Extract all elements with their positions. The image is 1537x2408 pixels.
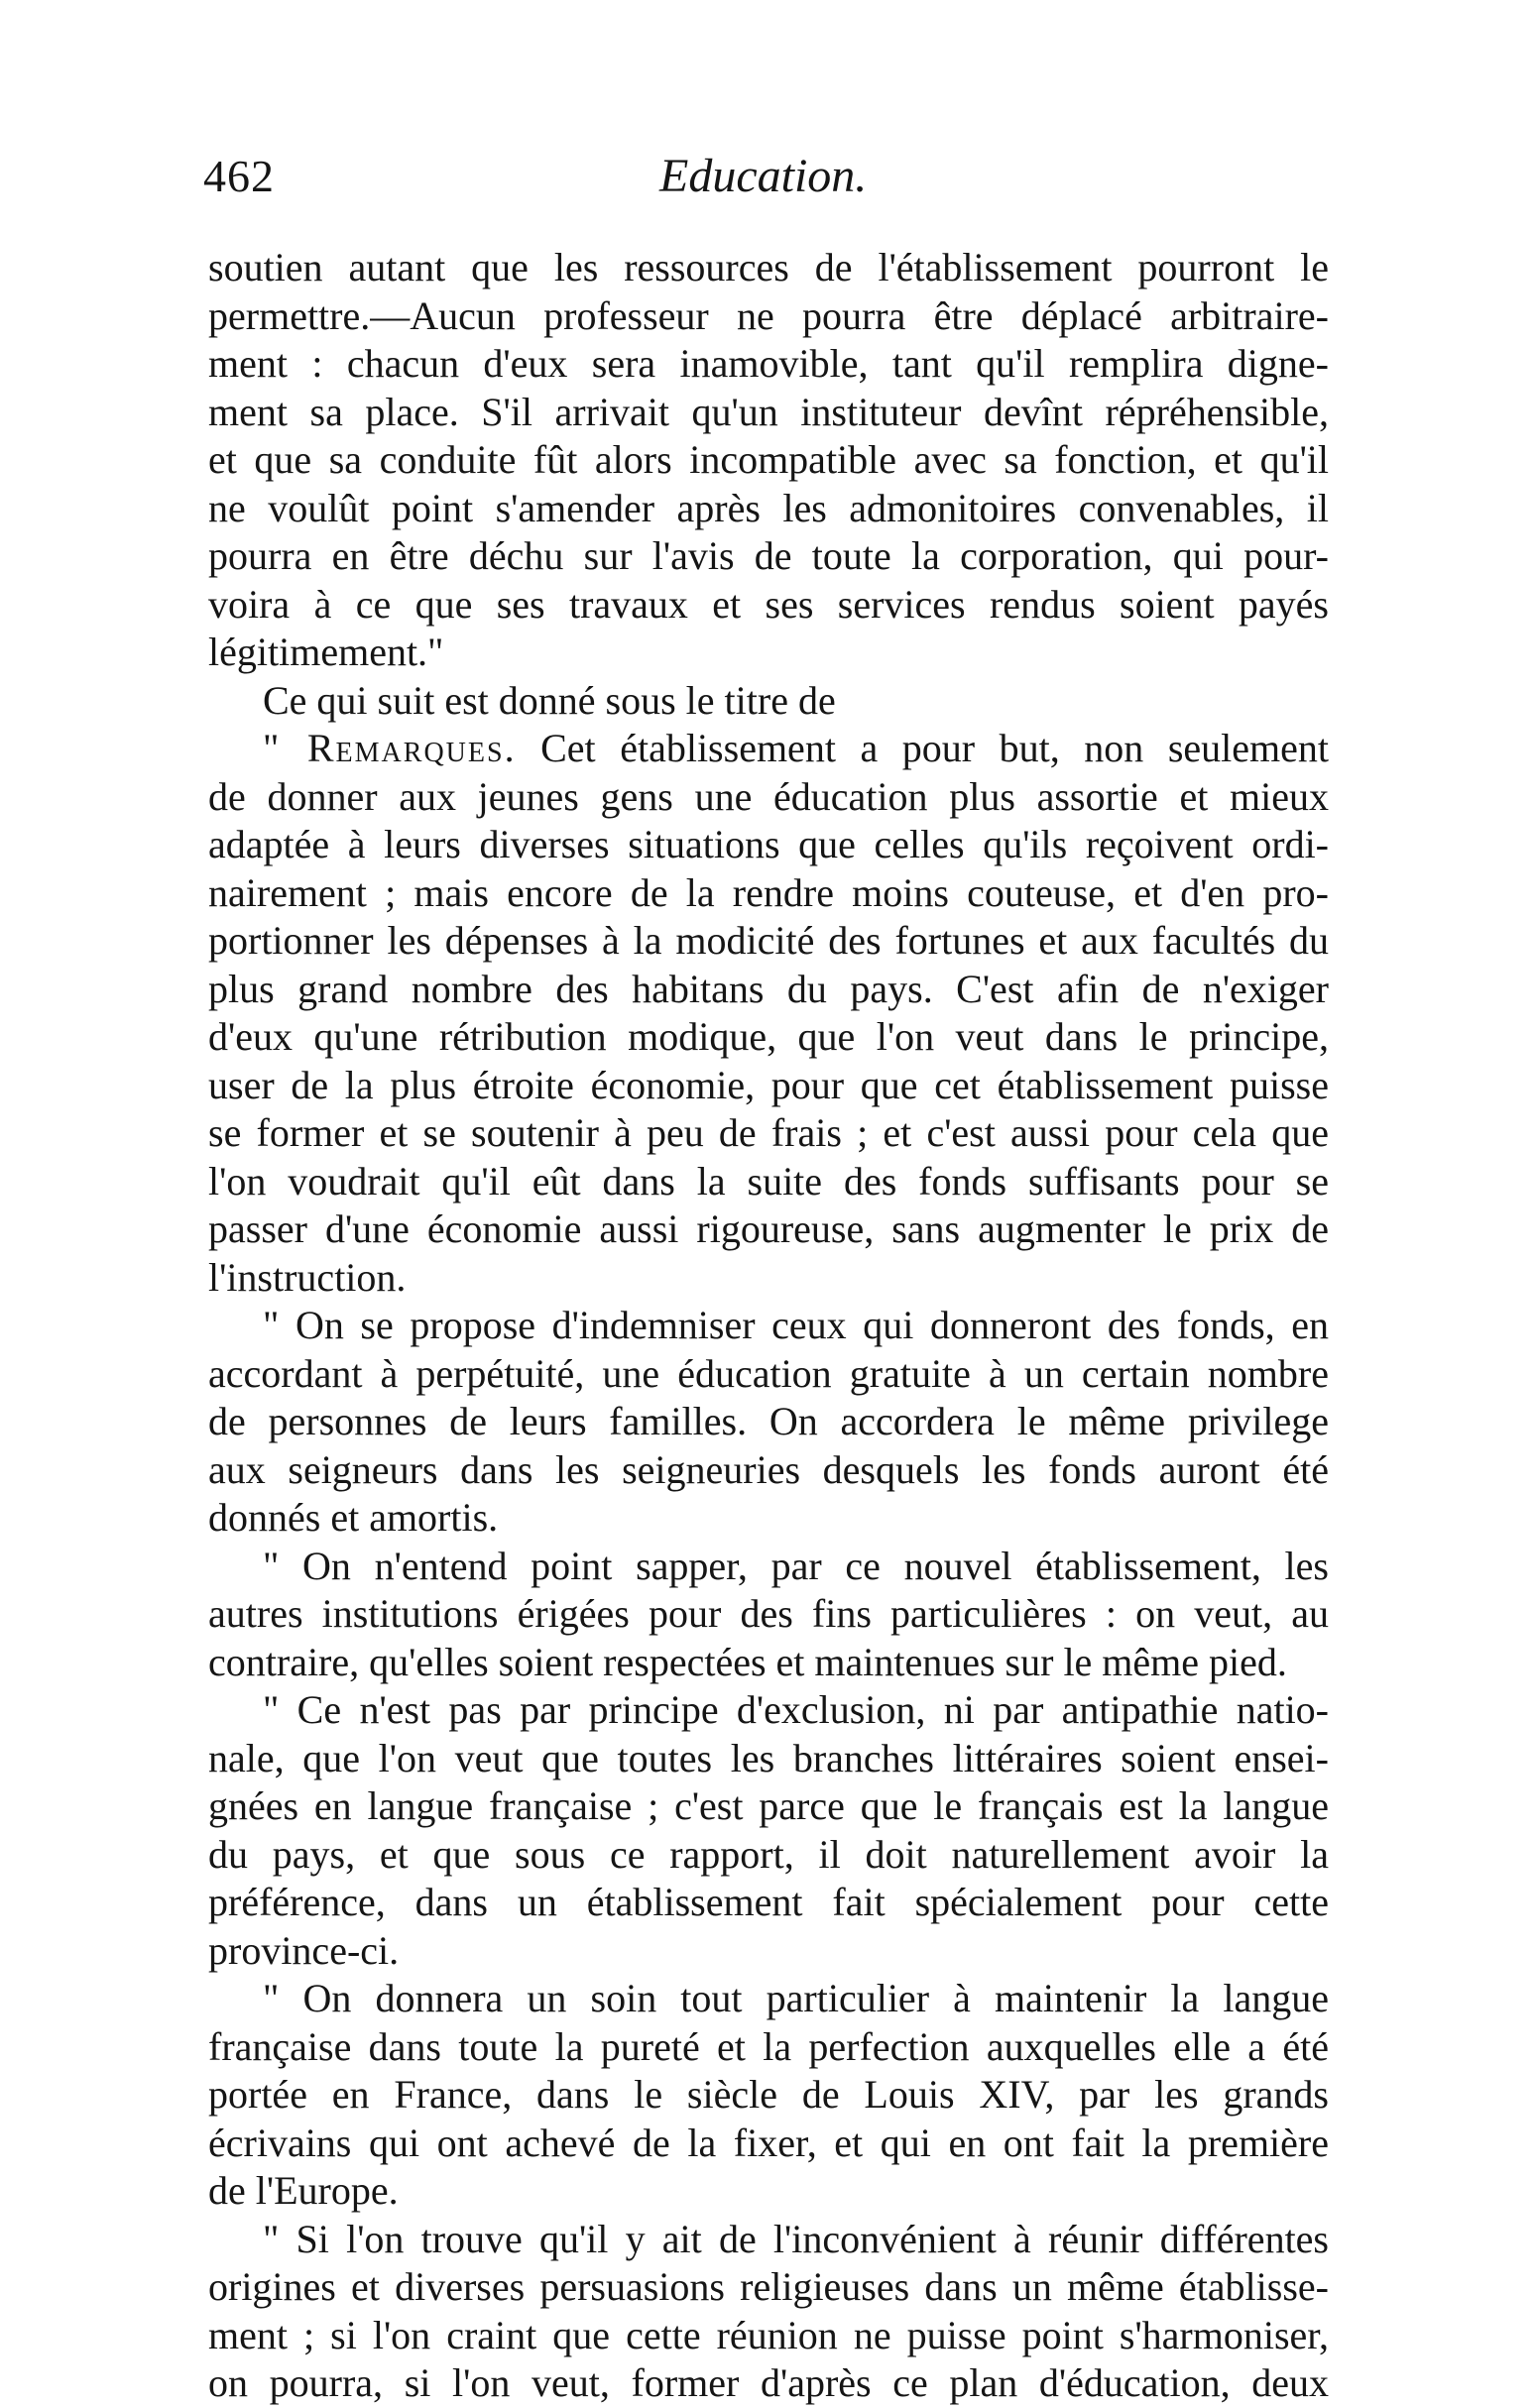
text-line: l'instruction. — [208, 1254, 407, 1300]
text-line: accordant à perpétuité, une éducation gratuite à un certain nombre — [208, 1350, 1329, 1396]
text-line: nale, que l'on veut que toutes les branches littéraires soient ensei- — [208, 1735, 1329, 1780]
text-line: province-ci. — [208, 1927, 400, 1973]
text-line: soutien autant que les ressources de l'établissement pourront le — [208, 245, 1329, 289]
paragraph — [208, 1975, 1329, 2216]
text-line: se former et se soutenir à peu de frais ; et c'est aussi pour cela que — [208, 1110, 1329, 1155]
text-line: de donner aux jeunes gens une éducation plus assortie et mieux — [208, 773, 1329, 819]
body-text — [208, 244, 1329, 2408]
text-line: écrivains qui ont achevé de la fixer, et qui en ont fait la première — [208, 2120, 1329, 2165]
page-number: 462 — [203, 151, 275, 201]
text-line: plus grand nombre des habitans du pays. C'est afin de n'exiger — [208, 966, 1329, 1011]
text-line: de l'Europe. — [208, 2168, 399, 2213]
text-line: légitimement." — [208, 630, 444, 674]
paragraph — [208, 1543, 1329, 1687]
text-fragment: Cet établissement a pour but, non seulement — [516, 726, 1329, 770]
section-heading: " Remarques. — [263, 726, 517, 770]
text-line: de personnes de leurs familles. On accordera le même privilege — [208, 1399, 1329, 1443]
text-line: et que sa conduite fût alors incompatible avec sa fonction, et qu'il — [208, 437, 1329, 482]
text-line: origines et diverses persuasions religieuses dans un même établisse- — [208, 2264, 1329, 2309]
text-line: pourra en être déchu sur l'avis de toute la corporation, qui pour- — [208, 533, 1329, 578]
text-line: ne voulût point s'amender après les admonitoires convenables, il — [208, 485, 1329, 530]
text-line: voira à ce que ses travaux et ses services rendus soient payés — [208, 581, 1329, 627]
text-line: gnées en langue française ; c'est parce que le français est la langue — [208, 1783, 1329, 1828]
text-line: ment ; si l'on craint que cette réunion ne puisse point s'harmoniser, — [208, 2312, 1329, 2357]
text-line: française dans toute la pureté et la perfection auxquelles elle a été — [208, 2023, 1329, 2069]
text-line: donnés et amortis. — [208, 1495, 499, 1540]
text-line: " On se propose d'indemniser ceux qui donneront des fonds, en — [263, 1303, 1329, 1347]
text-line: " On n'entend point sapper, par ce nouvel établissement, les — [263, 1543, 1329, 1588]
text-line: on pourra, si l'on veut, former d'après ce plan d'éducation, deux — [208, 2360, 1329, 2405]
text-line: du pays, et que sous ce rapport, il doit naturellement avoir la — [208, 1831, 1329, 1877]
page-header — [203, 147, 1334, 216]
text-line: ment : chacun d'eux sera inamovible, tant qu'il remplira digne- — [208, 341, 1329, 386]
paragraph — [208, 244, 1329, 677]
text-line — [208, 725, 1329, 773]
text-line: adaptée à leurs diverses situations que celles qu'ils reçoivent ordi- — [208, 822, 1329, 866]
text-line: préférence, dans un établissement fait spécialement pour cette — [208, 1880, 1329, 1924]
text-line: portionner les dépenses à la modicité des fortunes et aux facultés du — [208, 918, 1329, 963]
text-line: l'on voudrait qu'il eût dans la suite des fonds suffisants pour se — [208, 1158, 1329, 1204]
text-line: Ce qui suit est donné sous le titre de — [263, 677, 836, 723]
text-line: passer d'une économie aussi rigoureuse, sans augmenter le prix de — [208, 1206, 1329, 1251]
paragraph — [208, 1686, 1329, 1975]
text-line: " Ce n'est pas par principe d'exclusion, ni par antipathie natio- — [263, 1687, 1329, 1732]
running-title: Education. — [659, 150, 868, 202]
paragraph — [208, 2216, 1329, 2408]
paragraph — [208, 1302, 1329, 1543]
paragraph — [208, 725, 1329, 1302]
text-line: ment sa place. S'il arrivait qu'un instituteur devînt répréhensible, — [208, 389, 1329, 434]
text-line: portée en France, dans le siècle de Louis XIV, par les grands — [208, 2072, 1329, 2117]
text-line: aux seigneurs dans les seigneuries desquels les fonds auront été — [208, 1446, 1329, 1492]
text-line: " Si l'on trouve qu'il y ait de l'inconvénient à réunir différentes — [263, 2216, 1329, 2261]
text-line: autres institutions érigées pour des fins particulières : on veut, au — [208, 1591, 1329, 1636]
text-line: user de la plus étroite économie, pour que cet établissement puisse — [208, 1062, 1329, 1107]
text-line: nairement ; mais encore de la rendre moins couteuse, et d'en pro- — [208, 869, 1329, 915]
paragraph — [208, 677, 1329, 726]
text-line: d'eux qu'une rétribution modique, que l'on veut dans le principe, — [208, 1014, 1329, 1059]
text-line: " On donnera un soin tout particulier à maintenir la langue — [263, 1976, 1329, 2020]
text-line: permettre.—Aucun professeur ne pourra être déplacé arbitraire- — [208, 292, 1329, 338]
text-line: contraire, qu'elles soient respectées et maintenues sur le même pied. — [208, 1639, 1287, 1684]
